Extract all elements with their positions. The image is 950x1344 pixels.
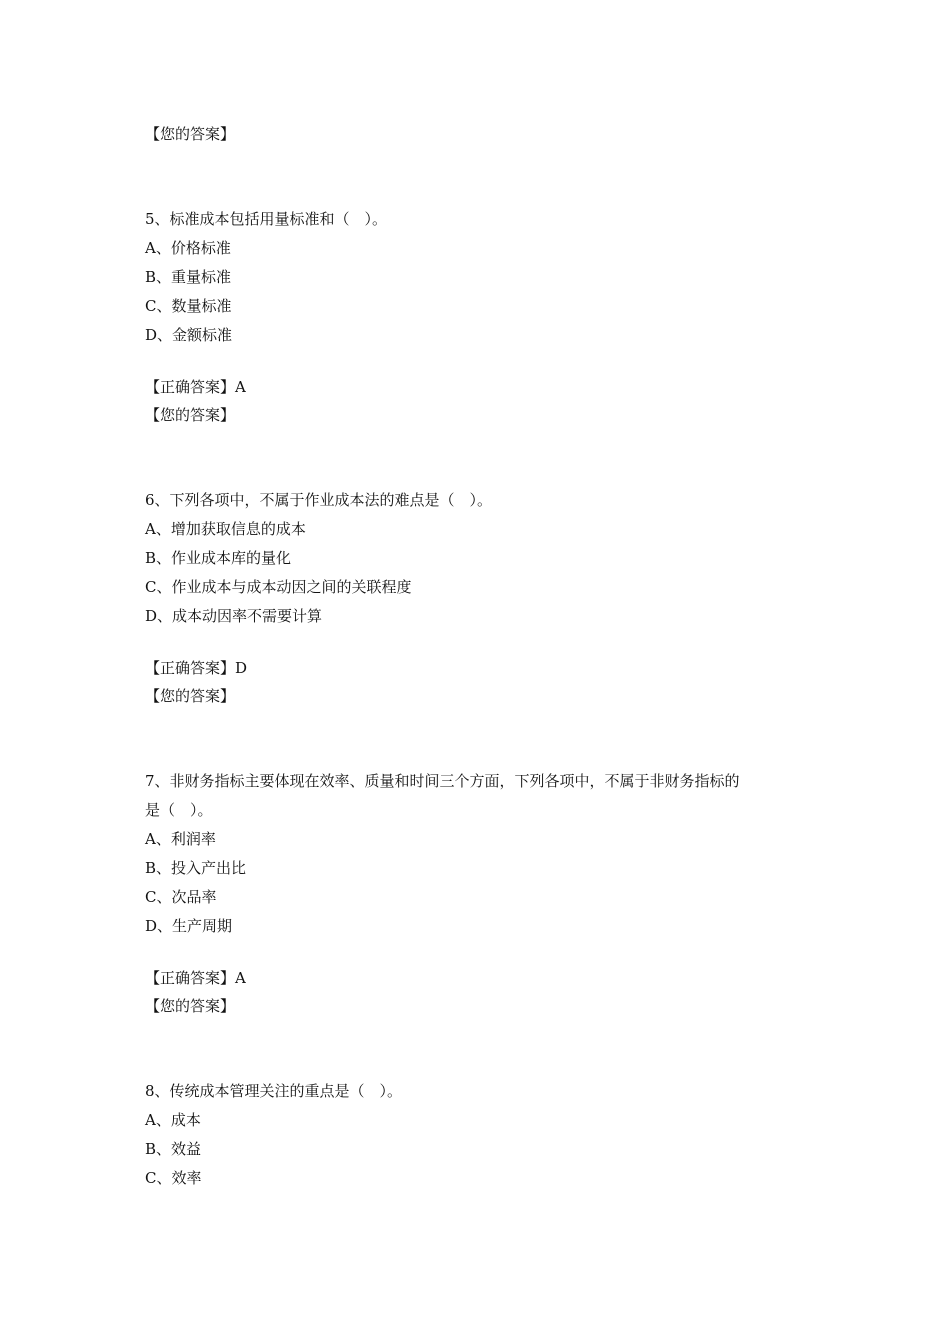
q8-option-a: A、成本: [145, 1111, 201, 1129]
q7-option-b: B、投入产出比: [145, 859, 247, 877]
q5-option-a: A、价格标准: [145, 239, 231, 257]
q7-stem-line1: 7、非财务指标主要体现在效率、质量和时间三个方面，下列各项中，不属于非财务指标的: [145, 772, 740, 790]
q8-option-b: B、效益: [145, 1140, 202, 1158]
q6-correct-answer: 【正确答案】D: [145, 659, 248, 677]
q5-option-d: D、金额标准: [145, 326, 233, 344]
q5-option-b: B、重量标准: [145, 268, 232, 286]
q7-stem-line2: 是（ ）。: [145, 801, 213, 819]
prev-your-answer: 【您的答案】: [145, 125, 236, 143]
q5-your-answer: 【您的答案】: [145, 406, 236, 424]
q7-your-answer: 【您的答案】: [145, 997, 236, 1015]
q6-option-b: B、作业成本库的量化: [145, 549, 292, 567]
q5-correct-answer: 【正确答案】A: [145, 378, 246, 396]
q6-stem: 6、下列各项中，不属于作业成本法的难点是（ ）。: [145, 491, 493, 509]
q8-option-c: C、效率: [145, 1169, 202, 1187]
q7-option-a: A、利润率: [145, 830, 216, 848]
q7-correct-answer: 【正确答案】A: [145, 969, 246, 987]
q6-your-answer: 【您的答案】: [145, 687, 236, 705]
q5-stem: 5、标准成本包括用量标准和（ ）。: [145, 210, 388, 228]
q7-option-c: C、次品率: [145, 888, 217, 906]
q6-option-d: D、成本动因率不需要计算: [145, 607, 323, 625]
q5-option-c: C、数量标准: [145, 297, 232, 315]
q6-option-a: A、增加获取信息的成本: [145, 520, 306, 538]
q8-stem: 8、传统成本管理关注的重点是（ ）。: [145, 1082, 403, 1100]
q6-option-c: C、作业成本与成本动因之间的关联程度: [145, 578, 412, 596]
q7-option-d: D、生产周期: [145, 917, 233, 935]
